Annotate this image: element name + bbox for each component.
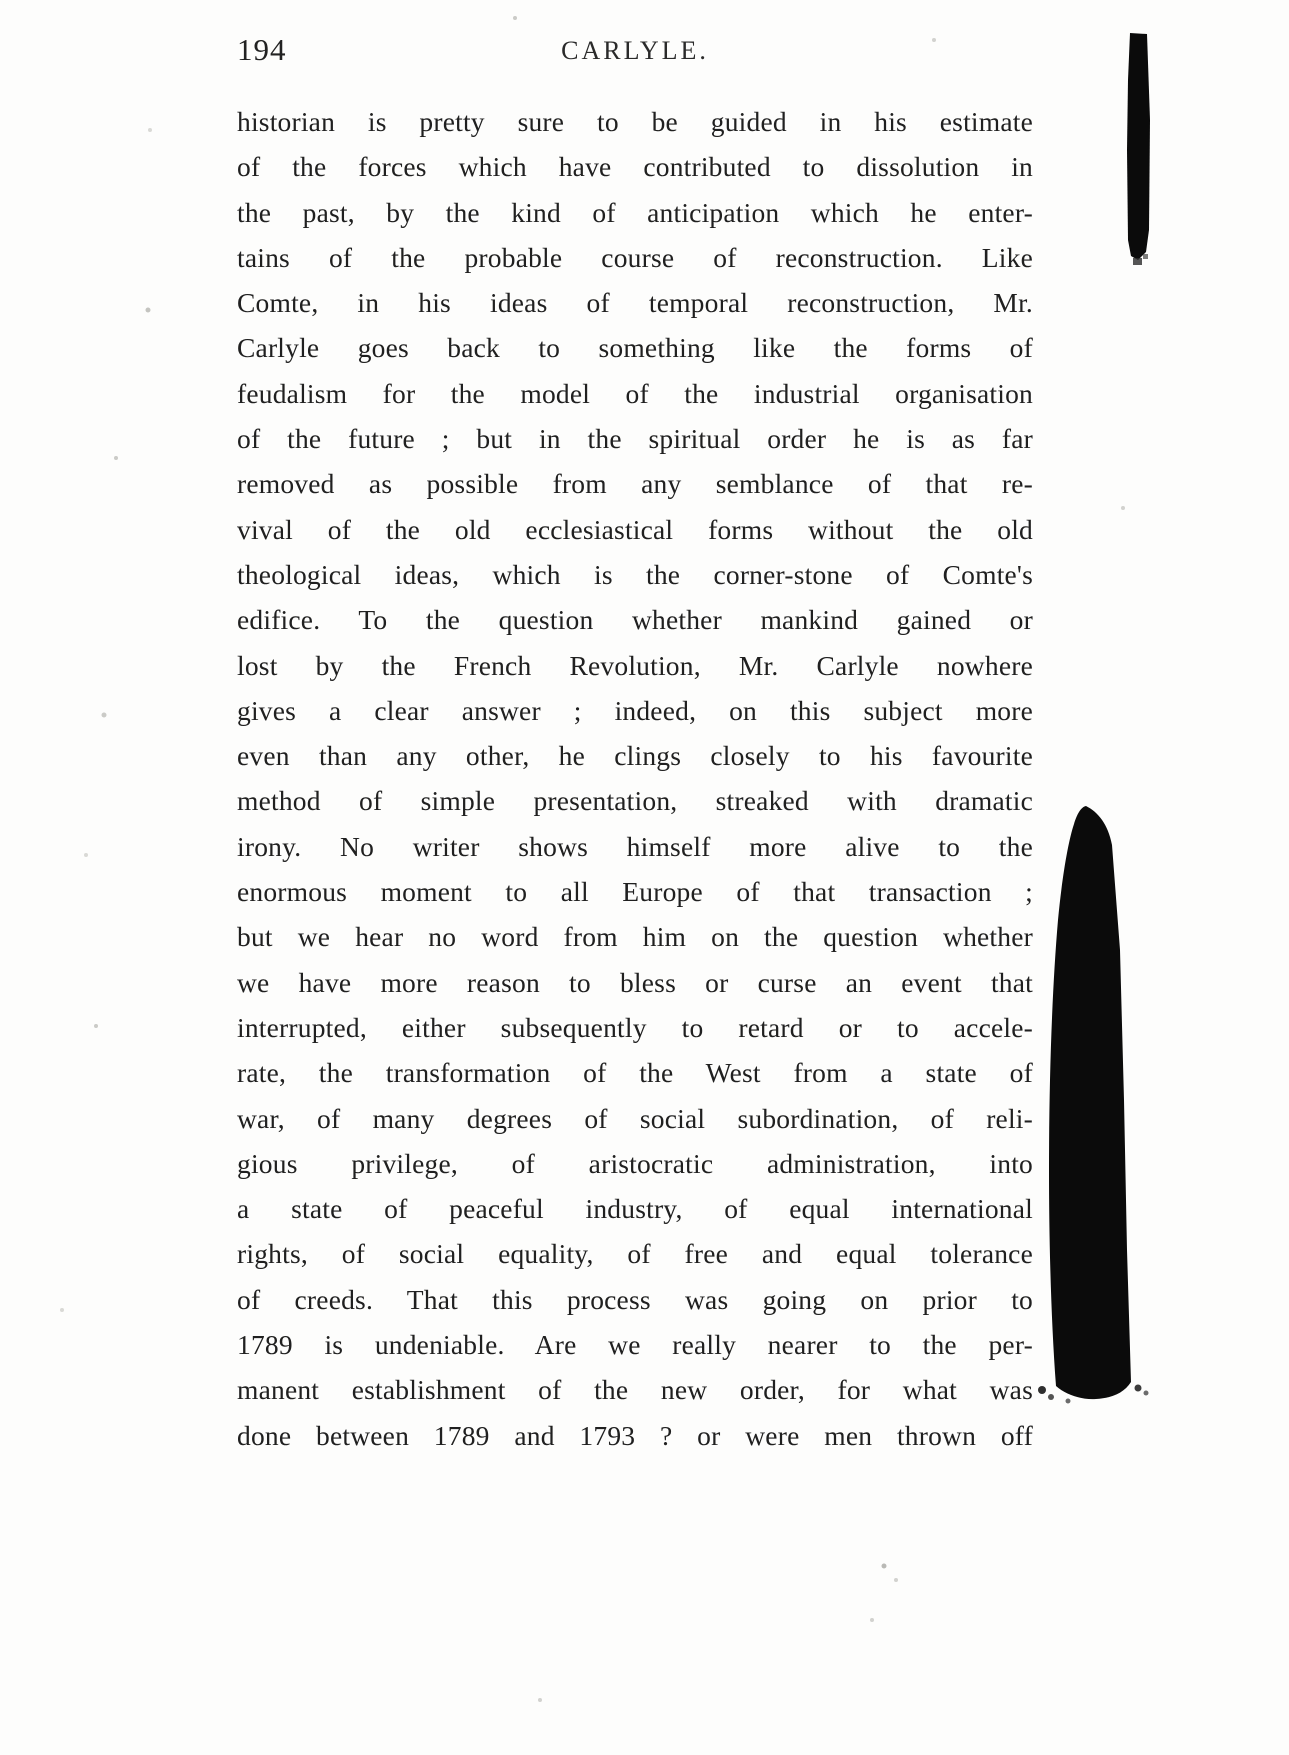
scan-speck — [84, 853, 88, 857]
text-line: theological ideas, which is the corner-stone of Comte's — [237, 558, 1033, 590]
text-line: interrupted, either subsequently to retard or to accele- — [237, 1011, 1033, 1043]
text-line: rate, the transformation of the West from a state of — [237, 1057, 1033, 1089]
scan-artifact-ink-blob — [1049, 806, 1131, 1399]
text-line: gives a clear answer ; indeed, on this subject more — [237, 694, 1033, 726]
text-line: removed as possible from any semblance of that re- — [237, 468, 1033, 500]
text-line: done between 1789 and 1793 ? or were men thrown off — [237, 1419, 1033, 1451]
running-head: CARLYLE. — [561, 36, 709, 65]
scan-speck — [94, 1024, 98, 1028]
text-line: war, of many degrees of social subordination, of reli- — [237, 1102, 1033, 1134]
text-line: Carlyle goes back to something like the forms of — [237, 332, 1033, 364]
scan-artifact-top-bar — [1127, 33, 1150, 260]
scan-speck — [148, 128, 152, 132]
scan-artifact-top-bar-speck — [1143, 254, 1148, 259]
scan-speck — [538, 1698, 542, 1702]
scan-speck — [1038, 1386, 1046, 1394]
page-header — [237, 30, 1033, 70]
text-line: the past, by the kind of anticipation which he enter- — [237, 196, 1033, 228]
text-line: Comte, in his ideas of temporal reconstruction, Mr. — [237, 287, 1033, 319]
text-line: a state of peaceful industry, of equal international — [237, 1193, 1033, 1225]
text-line: of creeds. That this process was going on prior to — [237, 1283, 1033, 1315]
text-line: we have more reason to bless or curse an event that — [237, 966, 1033, 998]
scan-speck — [1121, 506, 1125, 510]
scan-speck — [146, 308, 151, 313]
text-line: feudalism for the model of the industrial organisation — [237, 377, 1033, 409]
text-line: of the future ; but in the spiritual order he is as far — [237, 423, 1033, 455]
text-line: but we hear no word from him on the question whether — [237, 921, 1033, 953]
text-line: vival of the old ecclesiastical forms without the old — [237, 513, 1033, 545]
text-line: edifice. To the question whether mankind gained or — [237, 604, 1033, 636]
scan-speck — [102, 713, 107, 718]
text-line: of the forces which have contributed to dissolution in — [237, 151, 1033, 183]
body-text — [237, 99, 1033, 1458]
text-line: tains of the probable course of reconstruction. Like — [237, 241, 1033, 273]
text-line: historian is pretty sure to be guided in his estimate — [237, 106, 1033, 137]
scan-speck — [60, 1308, 64, 1312]
text-line: enormous moment to all Europe of that transaction ; — [237, 876, 1033, 908]
text-line: irony. No writer shows himself more alive to the — [237, 830, 1033, 862]
scan-speck — [1144, 1391, 1149, 1396]
scan-artifact-top-bar-speck — [1133, 258, 1142, 265]
scan-speck — [114, 456, 118, 460]
text-line: lost by the French Revolution, Mr. Carlyle nowhere — [237, 649, 1033, 681]
scan-speck — [894, 1578, 898, 1582]
text-line: method of simple presentation, streaked with dramatic — [237, 785, 1033, 817]
scan-speck — [870, 1618, 874, 1622]
text-line: manent establishment of the new order, for what was — [237, 1374, 1033, 1406]
text-line: 1789 is undeniable. Are we really nearer to the per- — [237, 1329, 1033, 1361]
scan-speck — [1135, 1385, 1142, 1392]
scan-speck — [513, 16, 517, 20]
text-line: gious privilege, of aristocratic administration, into — [237, 1147, 1033, 1179]
scan-speck — [882, 1564, 887, 1569]
text-line: even than any other, he clings closely to his favourite — [237, 740, 1033, 772]
page-number: 194 — [237, 32, 287, 67]
text-line: rights, of social equality, of free and equal tolerance — [237, 1238, 1033, 1270]
scan-speck — [1066, 1399, 1071, 1404]
scan-speck — [1048, 1394, 1054, 1400]
